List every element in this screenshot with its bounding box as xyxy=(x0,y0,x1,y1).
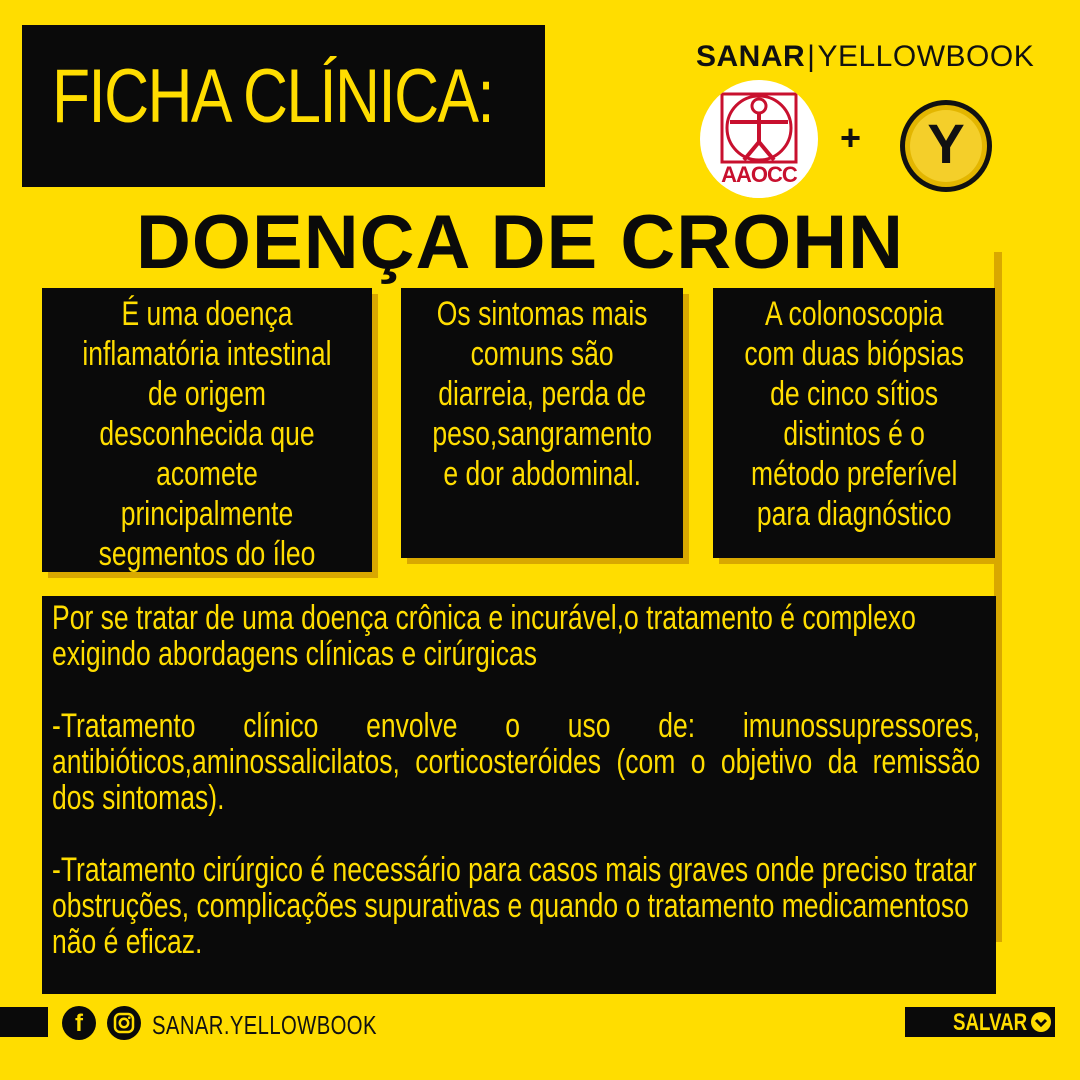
symptoms-card xyxy=(401,288,683,558)
brand-name-bold: SANAR xyxy=(696,40,806,73)
yellowbook-logo-letter: Y xyxy=(927,112,965,175)
footer-bar xyxy=(0,1007,48,1037)
aaocc-logo-text: AAOCC xyxy=(721,162,797,187)
definition-card xyxy=(42,288,372,572)
chevron-down-circle-icon xyxy=(1031,1012,1051,1032)
plus-sign: + xyxy=(840,117,862,158)
treatment-panel xyxy=(42,596,996,994)
aaocc-logo xyxy=(700,80,818,198)
treatment-intro: Por se tratar de uma doença crônica e incurável,o tratamento é complexo exigindo abordagens clínicas e cirúrgicas xyxy=(52,599,916,673)
facebook-icon[interactable]: f xyxy=(62,1006,96,1040)
treatment-clinical: -Tratamento clínico envolve o uso de: imunossupressores, antibióticos,aminossalicilatos, corticosteróides (com o objetivo da remissão dos sintomas). xyxy=(52,707,981,817)
diagnosis-card xyxy=(713,288,995,558)
yellowbook-logo xyxy=(898,98,994,194)
page-title: FICHA CLÍNICA: xyxy=(52,54,494,139)
brand-name-regular: YELLOWBOOK xyxy=(817,40,1035,73)
disease-title: DOENÇA DE CROHN xyxy=(136,200,904,285)
brand-wordmark xyxy=(696,40,1034,74)
brand-separator: | xyxy=(807,40,816,73)
treatment-surgical: -Tratamento cirúrgico é necessário para casos mais graves onde preciso tratar obstruções, complicações supurativas e quando o tratamento medicamentoso não é eficaz. xyxy=(52,851,977,961)
definition-text: É uma doença inflamatória intestinal de origem desconhecida que acomete principalmente segmentos do íleo xyxy=(82,295,332,573)
save-label: SALVAR xyxy=(953,1009,1028,1036)
diagnosis-text: A colonoscopia com duas biópsias de cinco sítios distintos é o método preferível para diagnóstico xyxy=(744,295,965,533)
title-box xyxy=(22,25,545,187)
symptoms-text: Os sintomas mais comuns são diarreia, perda de peso,sangramento e dor abdominal. xyxy=(432,295,653,493)
save-button[interactable] xyxy=(905,1007,1055,1037)
instagram-icon[interactable] xyxy=(107,1006,141,1040)
social-handle[interactable]: SANAR.YELLOWBOOK xyxy=(152,1010,377,1040)
